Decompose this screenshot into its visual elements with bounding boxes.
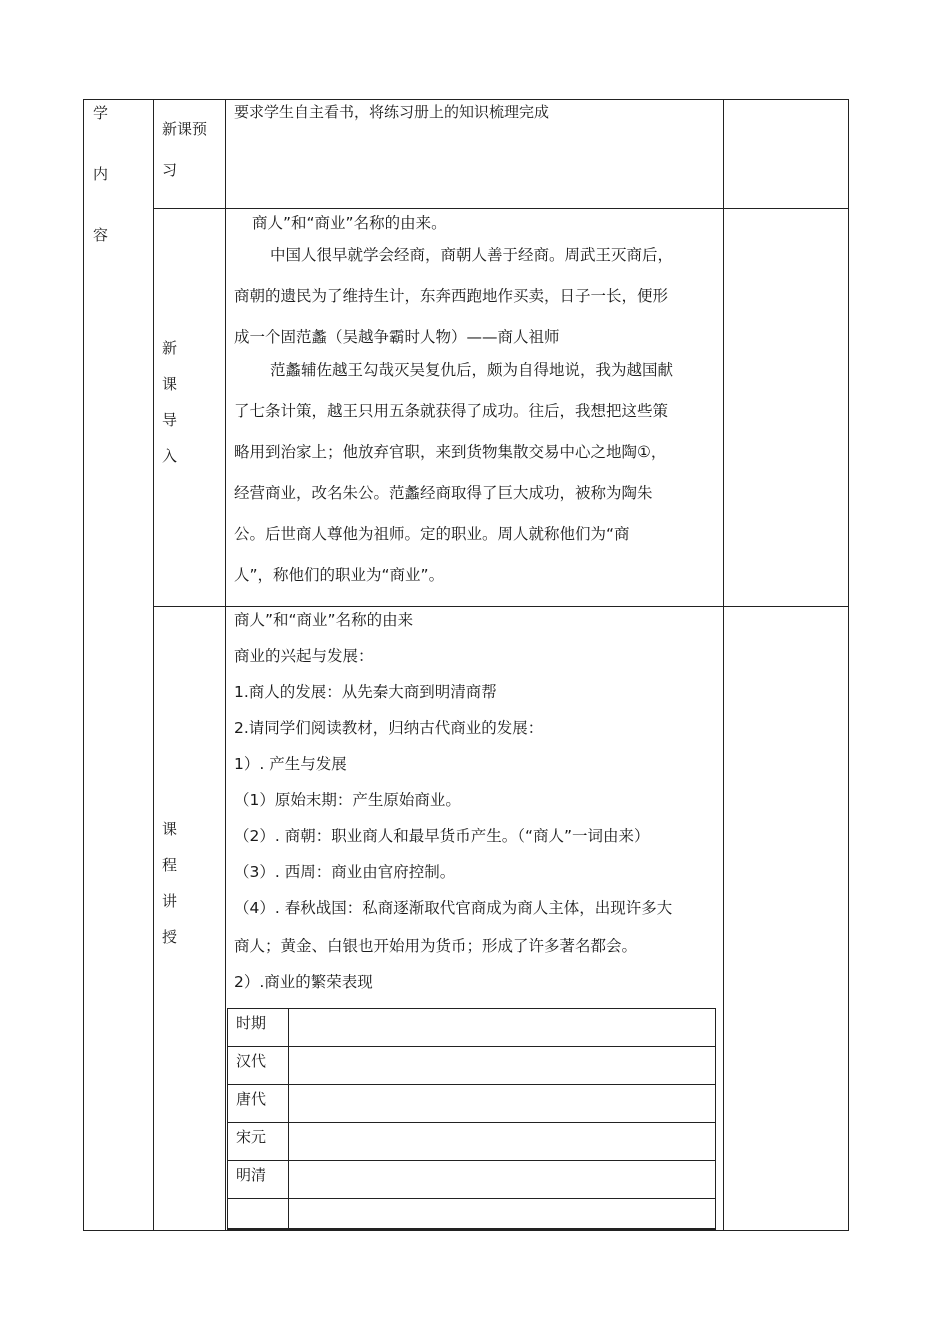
table-row-label: 宋元: [236, 1128, 267, 1146]
column-divider-3: [723, 99, 724, 1231]
lecture-line: （1）原始末期：产生原始商业。: [234, 791, 461, 809]
column-divider-2: [225, 99, 226, 1231]
lecture-label-char: 授: [162, 928, 178, 946]
lecture-line: 2）.商业的繁荣表现: [234, 973, 373, 991]
intro-label-char: 导: [162, 411, 178, 429]
lecture-line: （3）. 西周：商业由官府控制。: [234, 863, 456, 881]
intro-paragraph: [234, 213, 673, 585]
lecture-line: （2）. 商朝：职业商人和最早货币产生。（“商人”一词由来）: [234, 827, 650, 845]
intro-line: 成一个固范蠡（吴越争霸时人物）——商人祖师: [234, 328, 560, 346]
preview-label: [162, 120, 207, 179]
table-row-label: 唐代: [236, 1090, 267, 1108]
table-border-bottom: [83, 1230, 849, 1231]
preview-label-line: 习: [162, 161, 178, 179]
intro-line: 经营商业，改名朱公。范蠡经商取得了巨大成功，被称为陶朱: [234, 484, 653, 502]
prosperity-table: [227, 1008, 716, 1230]
inner-table-bottom: [227, 1228, 716, 1230]
lecture-line: 1.商人的发展：从先秦大商到明清商帮: [234, 683, 497, 701]
intro-line: 公。后世商人尊他为祖师。定的职业。周人就称他们为“商: [234, 525, 630, 543]
intro-line: 人”，称他们的职业为“商业”。: [234, 566, 445, 584]
inner-table-line: [227, 1160, 716, 1161]
preview-label-line: 新课预: [162, 120, 208, 138]
intro-line: 范蠡辅佐越王勾哉灭吴复仇后，颇为自得地说，我为越国献: [270, 361, 674, 379]
lecture-line: 商人；黄金、白银也开始用为货币；形成了许多著名都会。: [234, 937, 638, 955]
inner-table-left: [227, 1008, 228, 1230]
intro-line: 中国人很早就学会经商，商朝人善于经商。周武王灭商后，: [270, 246, 674, 264]
lecture-line: 1）. 产生与发展: [234, 755, 347, 773]
lecture-label: [162, 820, 177, 946]
lecture-line: （4）. 春秋战国：私商逐渐取代官商成为商人主体，出现许多大: [234, 899, 673, 917]
intro-label-char: 新: [162, 339, 178, 357]
lecture-label-char: 程: [162, 856, 178, 874]
lecture-line: 商人”和“商业”名称的由来: [234, 611, 414, 629]
row-divider-2: [153, 606, 849, 607]
intro-line: 了七条计策，越王只用五条就获得了成功。往后，我想把这些策: [234, 402, 669, 420]
preview-content: 要求学生自主看书，将练习册上的知识梳理完成: [234, 103, 550, 121]
table-row-label: 时期: [236, 1014, 267, 1032]
table-border-left: [83, 99, 84, 1231]
intro-line: 商朝的遗民为了维持生计，东奔西跑地作买卖，日子一长，便形: [234, 287, 669, 305]
intro-label-char: 入: [162, 447, 178, 465]
intro-label: [162, 339, 177, 465]
intro-label-char: 课: [162, 375, 178, 393]
inner-table-line: [227, 1084, 716, 1085]
lecture-line: 2.请同学们阅读教材，归纳古代商业的发展：: [234, 719, 544, 737]
lecture-line: 商业的兴起与发展：: [234, 647, 374, 665]
table-border-top: [83, 99, 849, 100]
row-divider-1: [153, 208, 849, 209]
inner-table-line: [227, 1122, 716, 1123]
table-border-right: [848, 99, 849, 1231]
lecture-label-char: 讲: [162, 892, 178, 910]
column-divider-1: [153, 99, 154, 1231]
lecture-label-char: 课: [162, 820, 178, 838]
section-label-char: 学: [93, 104, 109, 122]
intro-line: 商人”和“商业”名称的由来。: [252, 214, 447, 232]
inner-table-line: [227, 1198, 716, 1199]
table-row-label: 汉代: [236, 1052, 267, 1070]
inner-table-right: [715, 1008, 716, 1230]
inner-table-top: [227, 1008, 716, 1009]
intro-line: 略用到治家上；他放弃官职，来到货物集散交易中心之地陶①，: [234, 443, 667, 461]
table-row-label: 明清: [236, 1166, 267, 1184]
inner-table-line: [227, 1046, 716, 1047]
section-label: [93, 104, 108, 244]
section-label-char: 内: [93, 165, 109, 183]
section-label-char: 容: [93, 226, 109, 244]
inner-table-divider: [288, 1008, 289, 1230]
lecture-paragraph: [234, 611, 672, 992]
